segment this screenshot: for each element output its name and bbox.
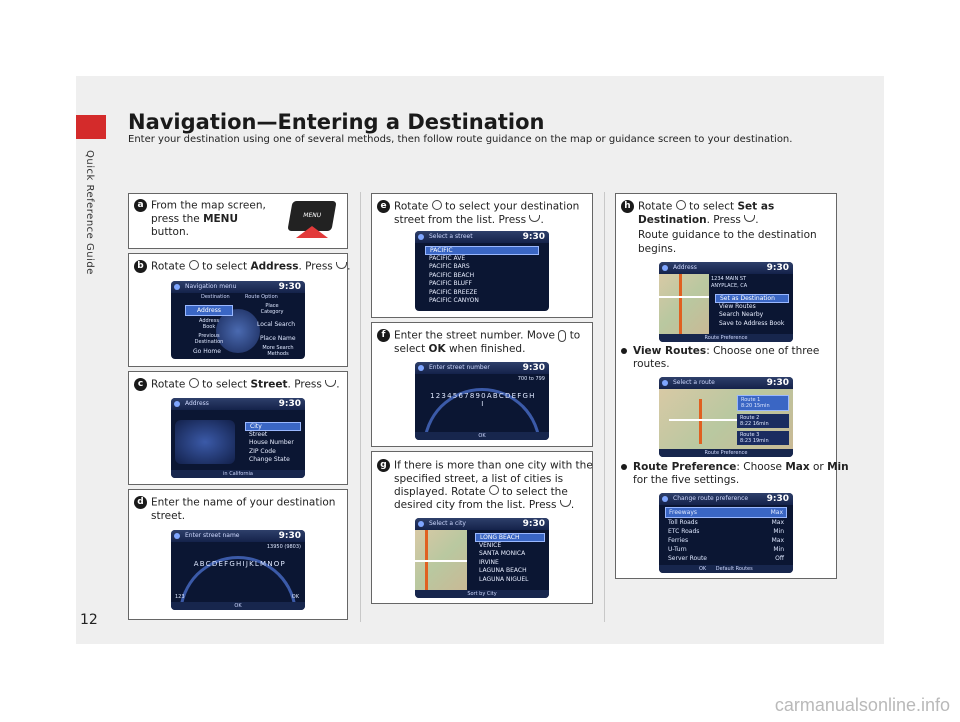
knob-press-icon	[325, 380, 336, 387]
page-title: Navigation—Entering a Destination	[128, 110, 545, 134]
page-number: 12	[80, 612, 98, 628]
step7-text: g If there is more than one city with the specified street, a list of cities is displayed. Rotate to select the desired city from the list. Press .	[377, 459, 593, 512]
city-list[interactable]: LONG BEACH VENICE SANTA MONICA IRVINE LAGUNA BEACH LAGUNA NIGUEL	[475, 533, 545, 584]
address-confirm-screen: Address 9:30 1234 MAIN ST ANYPLACE, CA Set as Destination View Routes Search Nearby Save to Address Book Route Preference	[659, 262, 793, 342]
menu-address-book[interactable]: Address Book	[199, 318, 219, 330]
preference-list[interactable]: Freeways Max Toll Roads Max ETC Roads Min Ferries Max U-Turn Min Server Route Off	[665, 507, 787, 563]
us-map-graphic	[175, 420, 235, 464]
enter-number-screen: Enter street number 9:30 700 to 799 1 2 3 4 5 6 7 8 9 0 A B C D E F G H I OK	[415, 362, 549, 440]
street-list[interactable]: PACIFIC PACIFIC AVE PACIFIC BARS PACIFIC BEACH PACIFIC BLUFF PACIFIC BREEZE PACIFIC CANYON	[425, 246, 539, 306]
num-key[interactable]: 123	[175, 594, 185, 600]
route-list[interactable]: Route 1 8:20 15min Route 2 8:22 16min Route 3 8:23 19min	[737, 395, 789, 445]
knob-press-icon	[336, 262, 347, 269]
letter-picker[interactable]: A B C D E F G H I J K L M N O P	[193, 560, 285, 568]
destination-options[interactable]: Set as Destination View Routes Search Nearby Save to Address Book	[715, 294, 789, 328]
bullet-route-preference: Route Preference: Choose Max or Min for the five settings.	[621, 461, 849, 487]
move-icon	[558, 330, 566, 342]
section-tab	[76, 115, 106, 139]
column-divider	[360, 192, 361, 622]
menu-button-illustration: MENU	[287, 201, 336, 231]
address-screen: Address 9:30 City Street House Number ZIP Code Change State in California	[171, 398, 305, 478]
step8-text: h Rotate to select Set as Destination. Press . Route guidance to the destination begins.	[621, 200, 817, 256]
page-subtitle: Enter your destination using one of several methods, then follow route guidance on the map or guidance screen to your destination.	[128, 134, 793, 145]
side-label: Quick Reference Guide	[84, 150, 95, 275]
select-city-screen: Select a city 9:30 LONG BEACH VENICE SANTA MONICA IRVINE LAGUNA BEACH LAGUNA NIGUEL Sort by City	[415, 518, 549, 598]
watermark: carmanualsonline.info	[774, 695, 950, 715]
step5-text: e Rotate to select your destination street from the list. Press .	[377, 200, 579, 227]
menu-go-home[interactable]: Go Home	[193, 348, 221, 355]
menu-place-category[interactable]: Place Category	[260, 303, 284, 315]
nav-icon	[174, 284, 180, 290]
menu-local-search[interactable]: Local Search	[257, 321, 296, 328]
step4-text: d Enter the name of your destination street.	[134, 496, 335, 523]
digit-picker[interactable]: 1 2 3 4 5 6 7 8 9 0 A B C D E F G H I	[430, 392, 534, 408]
step1-text: a From the map screen, press the MENU button.	[134, 199, 266, 239]
knob-rotate-icon	[189, 378, 199, 388]
map-graphic	[415, 530, 467, 590]
knob-rotate-icon	[189, 260, 199, 270]
menu-address[interactable]: Address	[185, 305, 233, 316]
menu-more-search[interactable]: More Search Methods	[262, 345, 294, 357]
bullet-view-routes: View Routes: Choose one of three routes.	[621, 345, 819, 371]
menu-previous-dest[interactable]: Previous Destination	[194, 333, 224, 345]
step-number: a	[134, 199, 147, 212]
select-route-screen: Select a route 9:30 Route 1 8:20 15min Route 2 8:22 16min Route 3 8:23 19min Route Preference	[659, 377, 793, 457]
nav-menu-screen: Navigation menu 9:30 Destination Route Option Address Place Category Address Book Local Search Previous Destination Place Name Go Home More Search Methods	[171, 281, 305, 359]
map-graphic	[659, 274, 709, 334]
column-divider	[604, 192, 605, 622]
enter-street-screen: Enter street name 9:30 13950 (9803) A B C D E F G H I J K L M N O P 123 OK OK	[171, 530, 305, 610]
step3-text: c Rotate to select Street. Press .	[134, 378, 340, 392]
ok-key[interactable]: OK	[291, 594, 299, 600]
step2-text: b Rotate to select Address. Press .	[134, 260, 350, 274]
route-preference-screen: Change route preference 9:30 Freeways Max Toll Roads Max ETC Roads Min Ferries Max U-Turn Min Server Route Off OK Default Routes	[659, 493, 793, 573]
address-list[interactable]: City Street House Number ZIP Code Change State	[245, 422, 301, 465]
step6-text: f Enter the street number. Move to select OK when finished.	[377, 329, 580, 356]
select-street-screen: Select a street 9:30 PACIFIC PACIFIC AVE PACIFIC BARS PACIFIC BEACH PACIFIC BLUFF PACIFIC BREEZE PACIFIC CANYON	[415, 231, 549, 311]
menu-place-name[interactable]: Place Name	[260, 335, 296, 342]
